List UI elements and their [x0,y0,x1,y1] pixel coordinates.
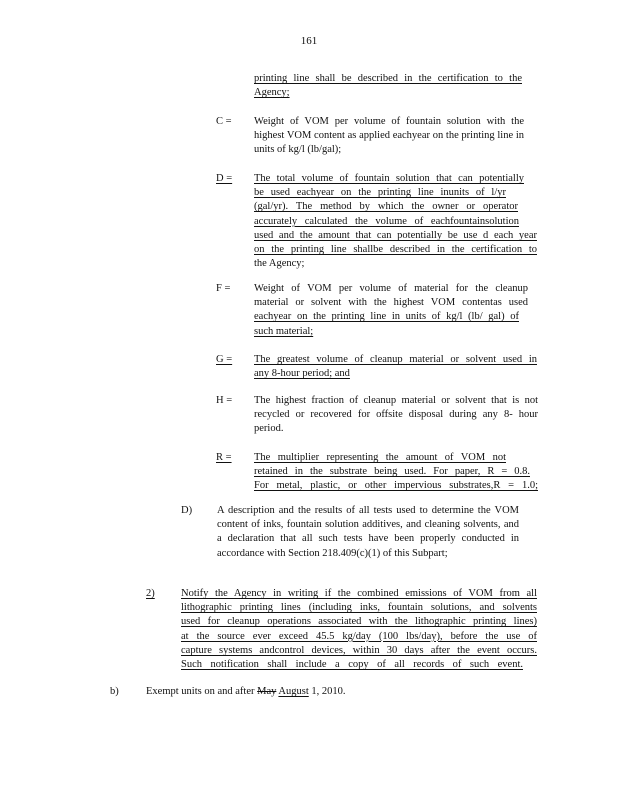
definition-label-r: R = [216,452,232,463]
definition-label-d: D = [216,173,233,184]
definition-text-g: The greatest volume of cleanup material or solvent used in any 8-hour period; and [254,354,537,380]
definition-label-h: H = [216,395,233,406]
continued-definition-text: printing line shall be described in the certification to the Agency; [254,73,522,99]
definition-text-c: Weight of VOM per volume of fountain solution with the highest VOM content as applied eachyear on the printing line in units of kg/l (lb/gal); [254,116,524,156]
item-b-struck-text: May [257,686,277,697]
item-text-2: Notify the Agency in writing if the combined emissions of VOM from all lithographic printing lines (including inks, fountain solutions, and solvents used for cleanup operations associated with the lithographic printing lines) at the source ever exceed 45.5 kg/day (100 lbs/day), before the use of capture systems andcontrol devices, within 30 days after the event occurs. Such notification shall include a copy of all records of such event. [181,588,537,671]
definition-text-d: The total volume of fountain solution that can potentially be used eachyear on the printing line inunits of l/yr (gal/yr). The method by which the owner or operator accurately calculated the volume of eachfountainsolution used and the amount that can potentially be use d each year on the printing line shallbe described in the certification to the Agency; [254,173,537,270]
item-label-d: D) [181,505,193,516]
item-b-text-before: Exempt units on and after [146,686,258,697]
item-text-d: A description and the results of all tests used to determine the VOM content of inks, fountain solution additives, and cleaning solvents, and a declaration that all such tests have been properly conducted in accordance with Section 218.409(c)(1) of this Subpart; [217,505,519,559]
item-text-b [146,685,466,699]
definition-label-g: G = [216,354,233,365]
item-label-b: b) [110,686,119,697]
item-label-2: 2) [146,588,155,599]
item-b-text-after: 1, 2010. [311,686,346,697]
definition-text-h: The highest fraction of cleanup material or solvent that is not recycled or recovered for offsite disposal during any 8- hour period. [254,395,538,435]
definition-label-c: C = [216,116,232,127]
definition-text-r: The multiplier representing the amount of VOM not retained in the substrate being used. For paper, R = 0.8. For metal, plastic, or other impervious substrates,R = 1.0; [254,452,538,492]
page-number: 161 [300,35,318,47]
item-b-inserted-text: August [278,686,309,697]
definition-text-f: Weight of VOM per volume of material for the cleanup material or solvent with the highest VOM contentas used eachyear on the printing line in units of kg/l (lb/ gal) of such material; [254,283,528,337]
definition-label-f: F = [216,283,231,294]
